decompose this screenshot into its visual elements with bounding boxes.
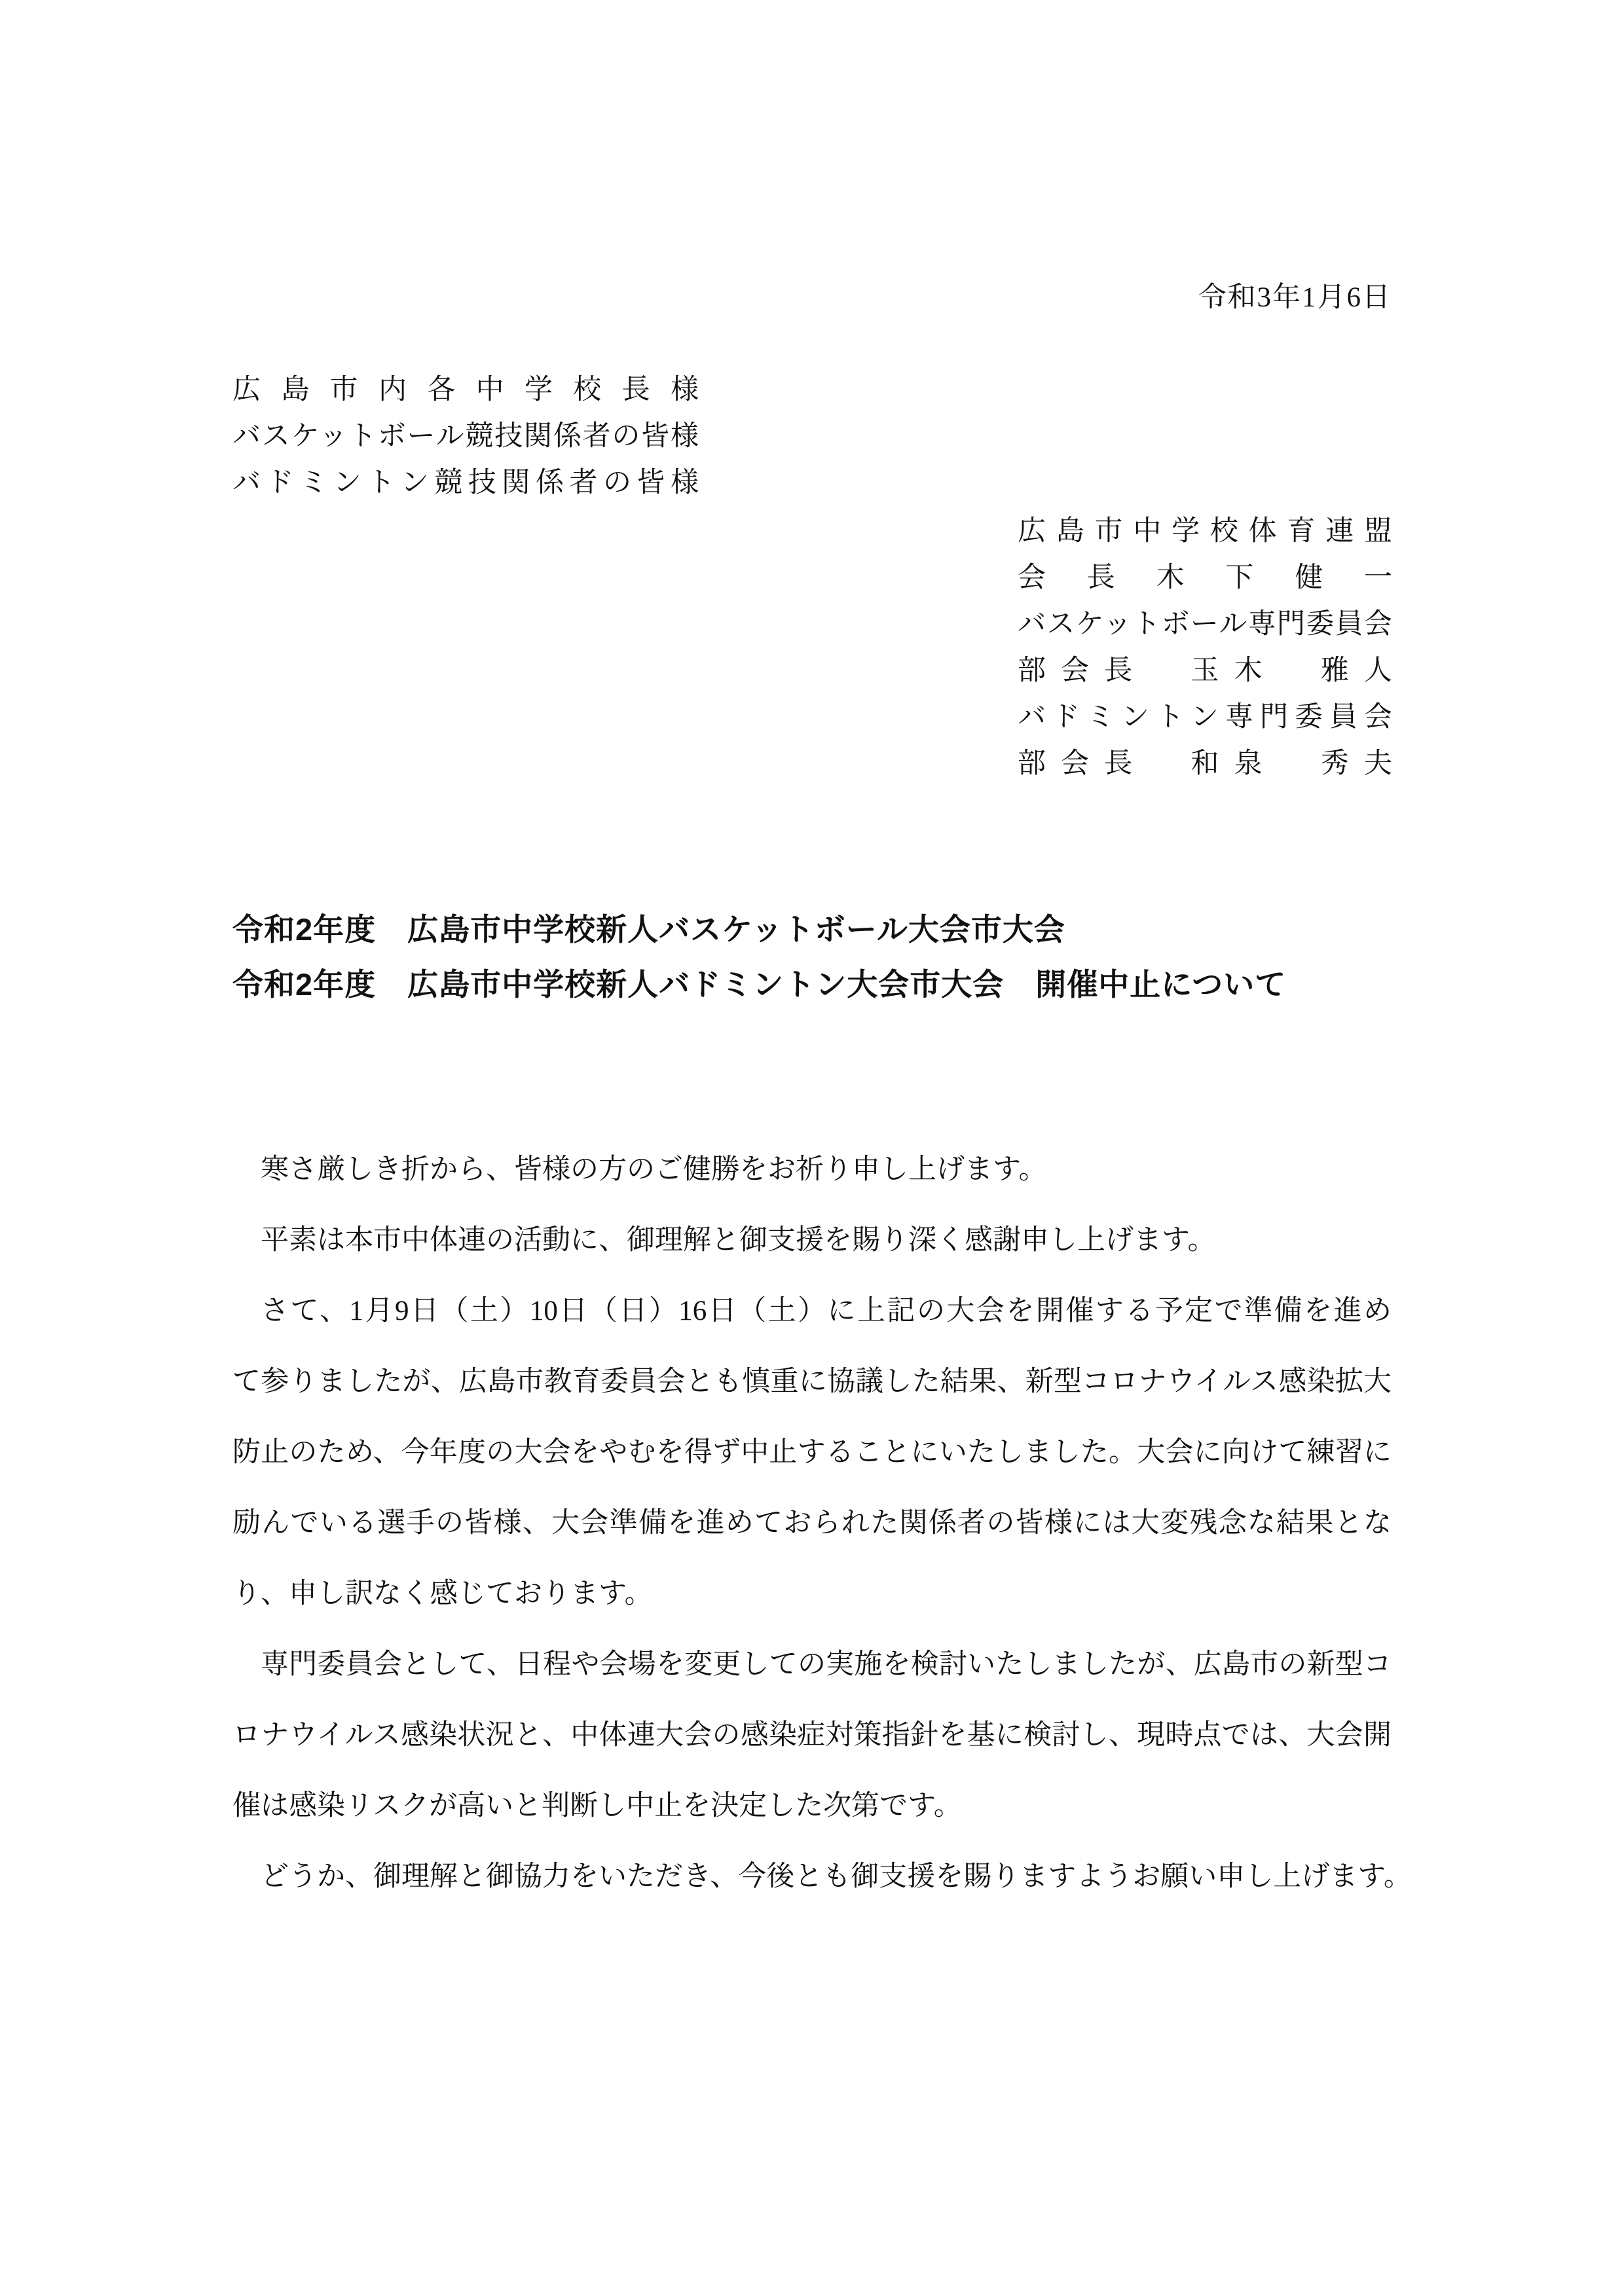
body-line: 寒さ厳しき折から、皆様の方のご健勝をお祈り申し上げます。 xyxy=(261,1154,1047,1185)
title-line: 令和2年度 広島市中学校新人バスケットボール大会市大会 xyxy=(232,912,1065,947)
recipient-line: 広島市内各中学校長様 xyxy=(232,374,699,405)
body-line: どうか、御理解と御協力をいただき、今後とも御支援を賜りますようお願い申し上げます。 xyxy=(261,1861,1412,1892)
body-text xyxy=(232,1135,1412,1912)
body-line: 催は感染リスクが高いと判断し中止を決定した次第です。 xyxy=(232,1791,962,1821)
body-line: 励んでいる選手の皆様、大会準備を進めておられた関係者の皆様には大変残念な結果とな xyxy=(232,1508,1392,1539)
sender-badminton-committee: バドミントン専門委員会 xyxy=(1018,702,1392,733)
sender-badminton-chief: 部会長 和泉 秀夫 xyxy=(1018,748,1392,779)
body-line: り、申し訳なく感じております。 xyxy=(232,1578,653,1609)
body-line: 防止のため、今年度の大会をやむを得ず中止することにいたしました。大会に向けて練習に xyxy=(232,1437,1392,1468)
sender-basketball-chief: 部会長 玉木 雅人 xyxy=(1018,655,1392,686)
date-line: 令和3年1月6日 xyxy=(1198,282,1392,313)
sender-basketball-committee: バスケットボール専門委員会 xyxy=(1018,609,1392,640)
sender-block xyxy=(1018,508,1392,787)
recipient-block xyxy=(232,367,699,506)
sender-chairman: 会 長 木 下 健 一 xyxy=(1018,562,1392,593)
body-line: て参りましたが、広島市教育委員会とも慎重に協議した結果、新型コロナウイルス感染拡大 xyxy=(232,1366,1392,1397)
body-line: さて、1月9日（土）10日（日）16日（土）に上記の大会を開催する予定で準備を進め xyxy=(261,1296,1392,1326)
recipient-line: バドミントン競技関係者の皆様 xyxy=(232,467,699,498)
title-line: 令和2年度 広島市中学校新人バドミントン大会市大会 開催中止について xyxy=(232,967,1287,1002)
document-title xyxy=(232,902,1398,1012)
body-line: ロナウイルス感染状況と、中体連大会の感染症対策指針を基に検討し、現時点では、大会開 xyxy=(232,1720,1392,1751)
body-line: 平素は本市中体連の活動に、御理解と御支援を賜り深く感謝申し上げます。 xyxy=(261,1225,1216,1256)
sender-organization: 広島市中学校体育連盟 xyxy=(1018,516,1392,547)
body-line: 専門委員会として、日程や会場を変更しての実施を検討いたしましたが、広島市の新型コ xyxy=(261,1649,1392,1680)
recipient-line: バスケットボール競技関係者の皆様 xyxy=(232,421,699,452)
